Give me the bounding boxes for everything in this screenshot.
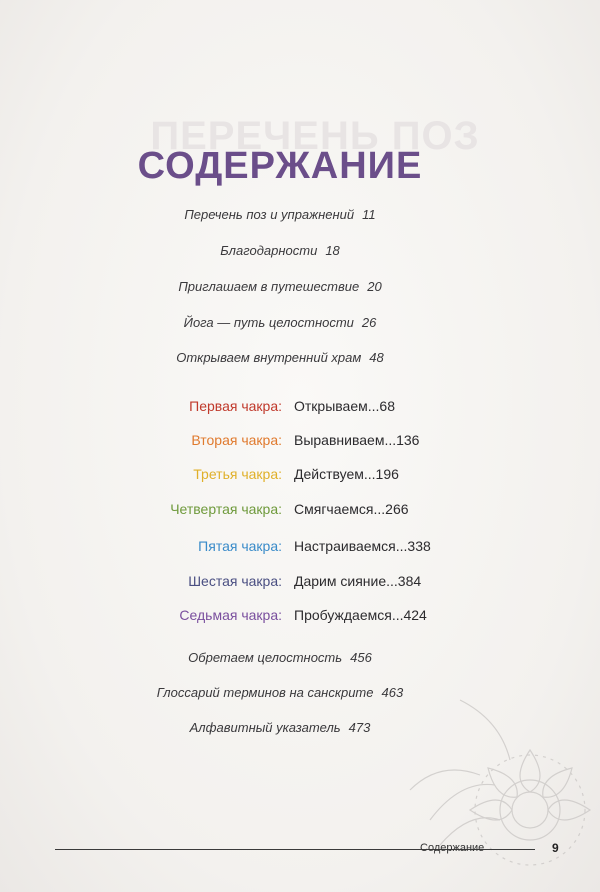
- toc-entry-label: Открываем внутренний храм: [176, 350, 362, 365]
- chakra-section-page: Выравниваем...136: [294, 432, 420, 448]
- toc-entry-page: 473: [348, 720, 371, 735]
- page-title: СОДЕРЖАНИЕ: [137, 145, 423, 187]
- toc-entry-label: Глоссарий терминов на санскрите: [156, 685, 374, 700]
- toc-entry[interactable]: [0, 350, 560, 365]
- chakra-section-page: Действуем...196: [294, 466, 399, 482]
- toc-entry[interactable]: [0, 720, 560, 735]
- chakra-name: Пятая чакра:: [198, 538, 282, 554]
- chakra-entry[interactable]: [0, 501, 600, 521]
- chakra-section-page: Открываем...68: [294, 398, 395, 414]
- chakra-name: Первая чакра:: [189, 398, 282, 414]
- toc-entry-label: Перечень поз и упражнений: [184, 207, 355, 222]
- toc-entry-label: Обретаем целостность: [188, 650, 343, 665]
- chakra-entry[interactable]: [0, 398, 600, 418]
- page-number: 9: [552, 841, 559, 855]
- toc-entry-page: 20: [367, 279, 382, 294]
- chakra-name: Шестая чакра:: [188, 573, 282, 589]
- chakra-entry[interactable]: [0, 432, 600, 452]
- toc-entry-page: 48: [369, 350, 384, 365]
- chakra-name: Вторая чакра:: [191, 432, 282, 448]
- chakra-name: Четвертая чакра:: [170, 501, 282, 517]
- toc-entry[interactable]: [0, 279, 560, 294]
- chakra-entry[interactable]: [0, 538, 600, 558]
- toc-entry-label: Алфавитный указатель: [189, 720, 341, 735]
- chakra-entry[interactable]: [0, 607, 600, 627]
- toc-entry-label: Благодарности: [220, 243, 318, 258]
- chakra-entry[interactable]: [0, 573, 600, 593]
- toc-entry[interactable]: [0, 207, 560, 222]
- toc-entry-page: 11: [362, 207, 376, 222]
- toc-entry[interactable]: [0, 243, 560, 258]
- toc-entry-page: 26: [361, 315, 377, 330]
- chakra-name: Третья чакра:: [193, 466, 282, 482]
- toc-entry[interactable]: [0, 685, 560, 700]
- toc-entry-page: 18: [325, 243, 340, 258]
- chakra-entry[interactable]: [0, 466, 600, 486]
- chakra-name: Седьмая чакра:: [179, 607, 282, 623]
- toc-entry[interactable]: [0, 315, 560, 330]
- background-bleed-title: ПЕРЕЧЕНЬ ПОЗ: [150, 114, 480, 158]
- toc-entry[interactable]: [0, 650, 560, 665]
- chakra-section-page: Настраиваемся...338: [294, 538, 431, 554]
- chakra-section-page: Пробуждаемся...424: [294, 607, 427, 623]
- toc-entry-page: 463: [381, 685, 404, 700]
- footer-section-label: Содержание: [420, 842, 485, 854]
- toc-entry-page: 456: [350, 650, 372, 665]
- chakra-section-page: Смягчаемся...266: [294, 501, 409, 517]
- chakra-section-page: Дарим сияние...384: [294, 573, 422, 589]
- toc-entry-label: Приглашаем в путешествие: [178, 279, 360, 294]
- toc-entry-label: Йога — путь целостности: [183, 315, 354, 330]
